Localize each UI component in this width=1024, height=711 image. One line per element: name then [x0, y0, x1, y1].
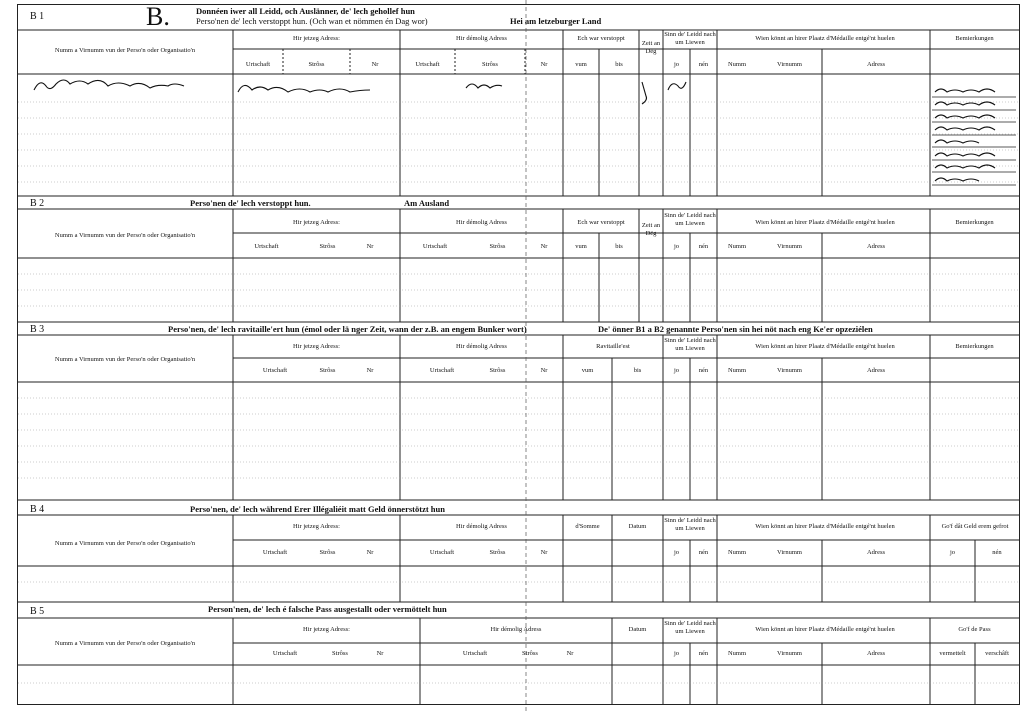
b3-sub-adress: Adress — [866, 367, 886, 374]
b2-sub-adress: Adress — [866, 243, 886, 250]
b1-sub-nr: Nr — [371, 61, 379, 68]
b5-sub-nr: Nr — [376, 650, 384, 657]
b3-sub-nr2: Nr — [540, 367, 548, 374]
b3-sub-stross2: Strôss — [489, 367, 506, 374]
b5-name-col: Numm a Virnumm vun der Perso'n oder Organisatio'n — [54, 640, 196, 647]
b3-medal: Wien könnt an hirer Plaatz d'Médaille entgé'nt huelen — [755, 343, 895, 350]
b4-sub-jo: jo — [673, 549, 680, 556]
section-label-b3: B 3 — [30, 324, 45, 335]
b4-title: Perso'nen, de' lech während Erer Illégaliéit matt Geld önnerstötzt hun — [190, 504, 445, 514]
b2-sub-stross2: Strôss — [489, 243, 506, 250]
b4-gof: Go'f dât Geld erem gefrot — [941, 523, 1009, 530]
section-label-b4: B 4 — [30, 504, 45, 515]
b1-sub-urtschaft: Urtschaft — [245, 61, 271, 68]
b1-sub-adress: Adress — [866, 61, 886, 68]
b1-medal: Wien könnt an hirer Plaatz d'Médaille entgé'nt huelen — [755, 35, 895, 42]
b4-sub-numm: Numm — [727, 549, 747, 556]
b1-name-col: Numm a Virnumm vun der Perso'n oder Organisatio'n — [54, 47, 196, 54]
b2-title: Perso'nen de' lech verstoppt hun. — [190, 198, 311, 208]
b3-prev-addr: Hir démolig Adress — [456, 343, 507, 350]
b1-sub-jo: jo — [673, 61, 680, 68]
section-label-b2: B 2 — [30, 198, 45, 209]
b1-sub-urtschaft2: Urtschaft — [415, 61, 440, 68]
b2-title-b: Am Ausland — [404, 198, 450, 208]
b1-sub-vum: vum — [575, 61, 587, 68]
b4-sub-stross2: Strôss — [489, 549, 506, 556]
b5-sub-vermettelt: vermettelt — [939, 650, 966, 657]
b2-sub-urtschaft: Urtschaft — [254, 243, 279, 250]
b5-sub-numm: Numm — [727, 650, 747, 657]
b5-sinn: Sinn de' Leidd nach um Liewen — [664, 620, 716, 635]
b3-sub-nen: nén — [698, 367, 709, 374]
b1-title-line1: Donnéen iwer all Leidd, och Auslänner, de' lech gehollef hun — [196, 6, 415, 16]
b5-sub-verschaft: verschâft — [985, 650, 1009, 657]
b4-sub-virnumm: Virnumm — [777, 549, 802, 556]
b2-sub-virnumm: Virnumm — [777, 243, 802, 250]
b2-zeit: Zeit an Dëg — [641, 222, 661, 237]
section-label-b5: B 5 — [30, 606, 45, 617]
b3-sub-jo: jo — [673, 367, 680, 374]
b3-title: Perso'nen, de' lech ravitaille'ert hun (émol oder lä nger Zeit, wann der z.B. an engem Bunker wort) — [168, 324, 527, 334]
b2-sub-bis: bis — [615, 243, 623, 250]
b3-sinn: Sinn de' Leidd nach um Liewen — [664, 337, 716, 352]
b5-medal: Wien könnt an hirer Plaatz d'Médaille entgé'nt huelen — [755, 626, 895, 633]
b4-sub-jo2: jo — [949, 549, 956, 556]
b3-sub-stross: Strôss — [319, 367, 336, 374]
b3-title-b: De' önner B1 a B2 genannte Perso'nen sin hei nöt nach eng Ke'er opzeziélen — [598, 324, 873, 334]
b4-sub-urtschaft2: Urtschaft — [429, 549, 455, 556]
b5-title: Person'nen, de' lech é falsche Pass ausgestallt oder vermöttelt hun — [208, 604, 447, 614]
b5-gof: Go'f de Pass — [958, 626, 991, 633]
b1-zeit: Zeit an Dëg — [641, 40, 661, 55]
b4-sub-stross: Strôss — [319, 549, 336, 556]
b1-cur-addr: Hir jetzeg Adress: — [293, 35, 340, 42]
b1-sub-nen: nén — [698, 61, 709, 68]
b4-medal: Wien könnt an hirer Plaatz d'Médaille entgé'nt huelen — [755, 523, 895, 530]
b2-cur-addr: Hir jetzeg Adress: — [293, 219, 340, 226]
section-label-b1: B 1 — [30, 11, 45, 22]
b4-sub-nr: Nr — [366, 549, 374, 556]
b3-remarks: Bemierkungen — [955, 343, 994, 350]
b1-prev-addr: Hir démolig Adress — [456, 35, 507, 42]
b2-sub-vum: vum — [575, 243, 587, 250]
b4-prev-addr: Hir démolig Adress — [456, 523, 507, 530]
b1-sub-numm: Numm — [727, 61, 747, 68]
b5-datum: Datum — [628, 626, 647, 633]
b5-sub-jo: jo — [673, 650, 680, 657]
b3-sub-vum: vum — [581, 367, 594, 374]
b2-remarks: Bemierkungen — [955, 219, 994, 226]
b4-datum: Datum — [628, 523, 647, 530]
b2-name-col: Numm a Virnumm vun der Perso'n oder Organisatio'n — [54, 232, 196, 239]
b1-sub-virnumm: Virnumm — [777, 61, 802, 68]
b3-cur-addr: Hir jetzeg Adress: — [293, 343, 340, 350]
b5-sub-nen: nén — [698, 650, 709, 657]
b2-sub-urtschaft2: Urtschaft — [422, 243, 448, 250]
b4-sub-nr2: Nr — [540, 549, 548, 556]
b1-hidden: Ech war verstoppt — [577, 35, 625, 42]
b4-name-col: Numm a Virnumm vun der Perso'n oder Organisatio'n — [54, 540, 196, 547]
b1-sub-stross2: Strôss — [482, 61, 498, 68]
b4-sub-adress: Adress — [866, 549, 886, 556]
b5-sub-virnumm: Virnumm — [777, 650, 802, 657]
b4-sub-nen2: nén — [992, 549, 1002, 556]
b4-cur-addr: Hir jetzeg Adress: — [293, 523, 340, 530]
b5-sub-nr2: Nr — [566, 650, 574, 657]
b1-title-line2b: Hei am letzeburger Land — [510, 16, 602, 26]
b1-sub-nr2: Nr — [540, 61, 548, 68]
b3-sub-nr: Nr — [366, 367, 374, 374]
b3-ravit: Ravitaille'est — [596, 343, 630, 350]
b5-sub-urtschaft: Urtschaft — [272, 650, 298, 657]
b2-prev-addr: Hir démolig Adress — [456, 219, 507, 226]
b2-hidden: Ech war verstoppt — [577, 219, 625, 226]
b3-sub-numm: Numm — [727, 367, 747, 374]
b2-sub-nen: nén — [698, 243, 709, 250]
b2-sub-nr: Nr — [366, 243, 374, 250]
b2-sub-stross: Strôss — [319, 243, 336, 250]
b1-sub-stross: Strôss — [308, 61, 325, 68]
handwriting-marks — [34, 80, 995, 181]
b4-sinn: Sinn de' Leidd nach um Liewen — [664, 517, 716, 532]
form-letter: B. — [146, 2, 170, 31]
b4-somme: d'Somme — [575, 523, 600, 530]
b2-sinn: Sinn de' Leidd nach um Liewen — [664, 212, 716, 227]
b5-sub-urtschaft2: Urtschaft — [462, 650, 488, 657]
b1-remarks: Bemierkungen — [955, 35, 994, 42]
b2-medal: Wien könnt an hirer Plaatz d'Médaille entgé'nt huelen — [755, 219, 895, 226]
b2-sub-numm: Numm — [727, 243, 747, 250]
b3-sub-urtschaft: Urtschaft — [262, 367, 288, 374]
b5-sub-adress: Adress — [866, 650, 886, 657]
b1-sub-bis: bis — [615, 61, 623, 68]
b1-sinn: Sinn de' Leidd nach um Liewen — [664, 31, 716, 46]
b3-sub-virnumm: Virnumm — [777, 367, 802, 374]
b3-sub-bis: bis — [633, 367, 642, 374]
b5-sub-stross: Strôss — [332, 650, 348, 657]
b2-sub-jo: jo — [673, 243, 680, 250]
b4-sub-nen: nén — [698, 549, 709, 556]
b5-cur-addr: Hir jetzeg Adress: — [303, 626, 350, 633]
b3-sub-urtschaft2: Urtschaft — [429, 367, 455, 374]
b4-sub-urtschaft: Urtschaft — [262, 549, 288, 556]
b2-sub-nr2: Nr — [540, 243, 548, 250]
b3-name-col: Numm a Virnumm vun der Perso'n oder Organisatio'n — [54, 356, 196, 363]
b5-sub-stross2: Strôss — [522, 650, 538, 657]
b1-title-line2: Perso'nen de' lech verstoppt hun. (Och wan et nömmen én Dag wor) — [196, 16, 428, 26]
b5-prev-addr: Hir démolig Adress — [490, 626, 542, 633]
